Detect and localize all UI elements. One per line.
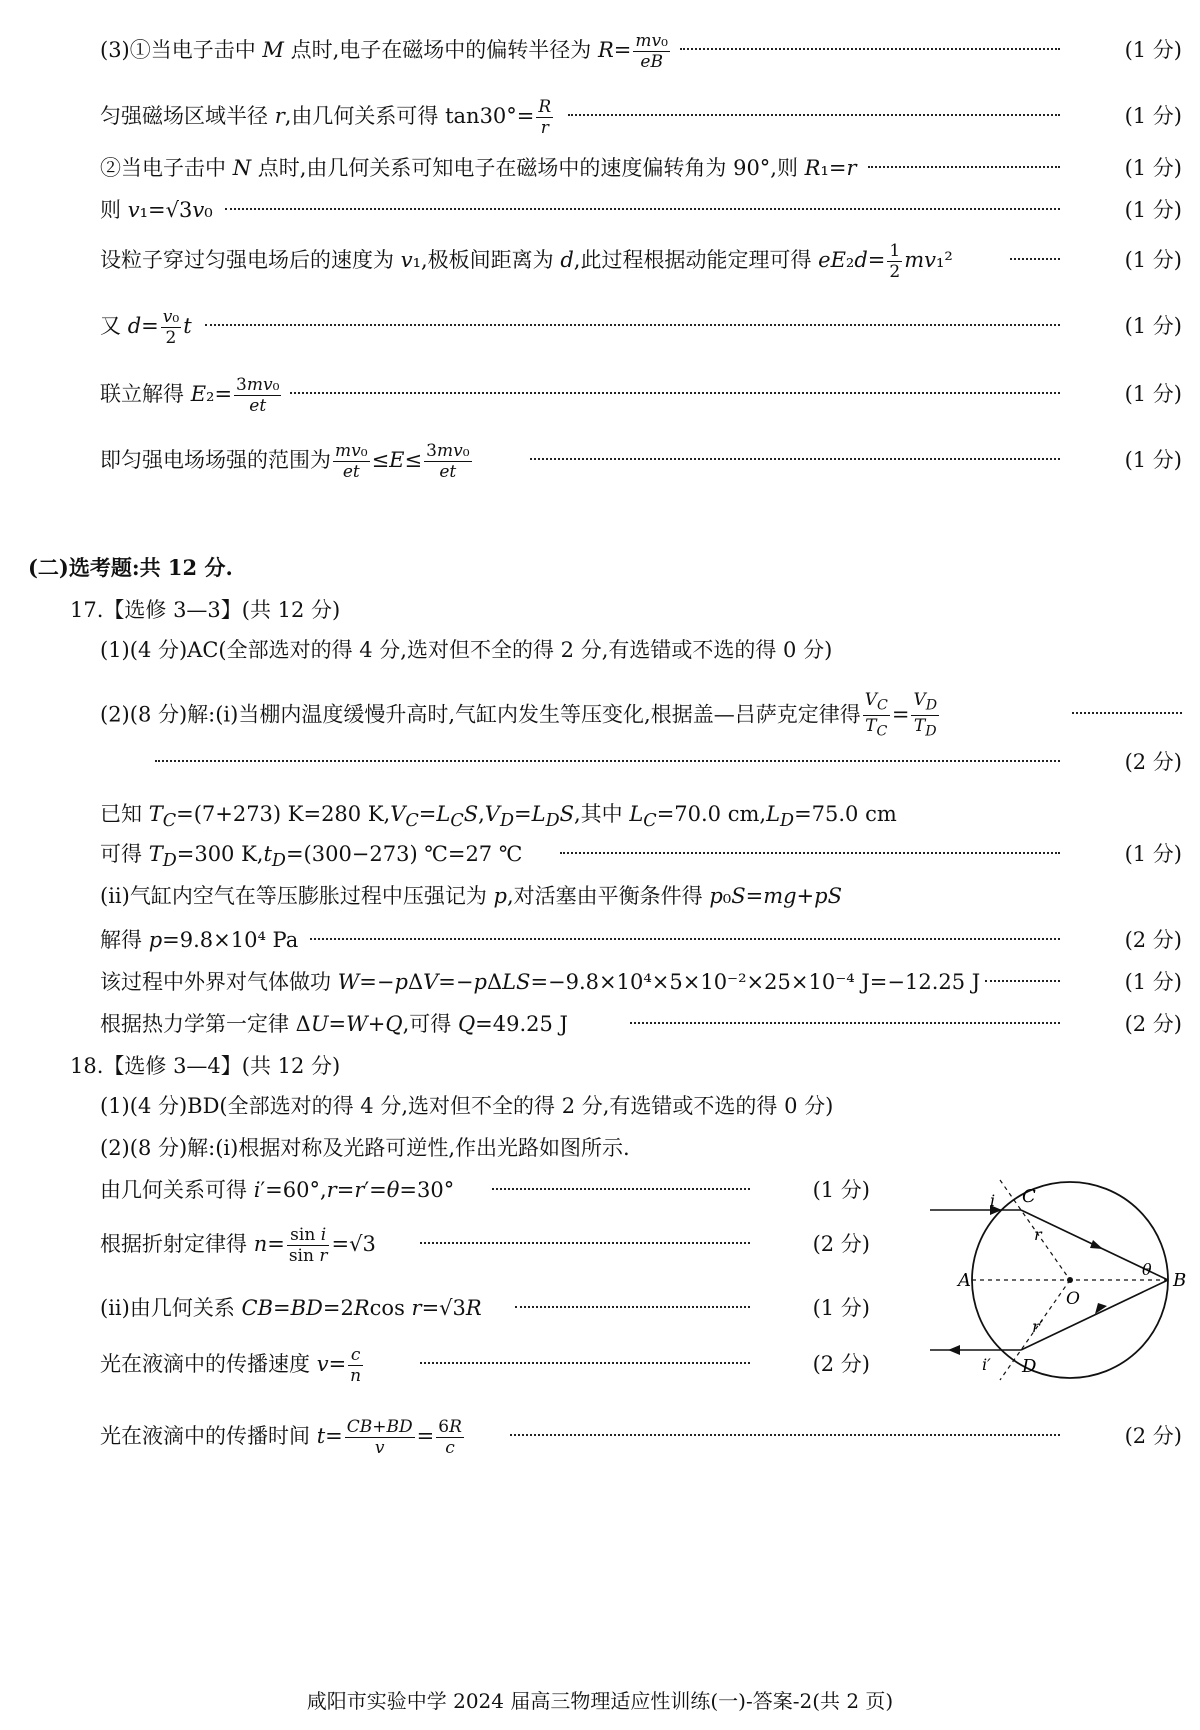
answer-text: 解得 p=9.8×10⁴ Pa xyxy=(100,928,299,952)
answer-text: (2)(8 分)解:(i)当棚内温度缓慢升高时,气缸内发生等压变化,根据盖—吕萨克定律得 $\frac{V_C}{T_C}$ = $\frac{V_D}{T_D}$ xyxy=(100,690,938,740)
label-r-prime: r′ xyxy=(1032,1317,1044,1336)
q17-title: 17.【选修 3—3】(共 12 分) xyxy=(70,598,341,622)
answer-line-4 xyxy=(0,186,1200,234)
answer-line-8 xyxy=(0,436,1200,484)
page-footer: 咸阳市实验中学 2024 届高三物理适应性训练(一)-答案-2(共 2 页) xyxy=(306,1689,894,1713)
q18-part2: (2)(8 分)解:(i)根据对称及光路可逆性,作出光路如图所示. xyxy=(100,1136,630,1160)
score: (1 分) xyxy=(1124,156,1182,180)
arrow-icon xyxy=(1090,1240,1103,1249)
score: (2 分) xyxy=(1124,928,1182,952)
label-C: C xyxy=(1022,1186,1036,1207)
leader-dots xyxy=(510,1434,1060,1436)
score: (1 分) xyxy=(1124,314,1182,338)
q17-part-ii: (ii)气缸内空气在等压膨胀过程中压强记为 p,对活塞由平衡条件得 p₀S=mg+pS xyxy=(100,884,842,908)
label-O: O xyxy=(1066,1289,1080,1309)
answer-text: 则 v₁=√3v₀ xyxy=(100,198,213,222)
answer-text: 根据热力学第一定律 ΔU=W+Q,可得 Q=49.25 J xyxy=(100,1012,568,1036)
leader-dots xyxy=(568,114,1060,116)
section-heading: (二)选考题:共 12 分. xyxy=(28,555,233,580)
leader-dots xyxy=(205,324,1060,326)
q18-time xyxy=(0,1412,1200,1460)
score: (1 分) xyxy=(1124,448,1182,472)
leader-dots xyxy=(1072,712,1182,714)
score: (2 分) xyxy=(1124,1424,1182,1448)
answer-line-7 xyxy=(0,370,1200,418)
answer-text: 设粒子穿过匀强电场后的速度为 v₁,极板间距离为 d,此过程根据动能定理可得 eE₂d= $\frac{1}{2}$ mv₁² xyxy=(100,241,953,282)
answer-text: (ii)由几何关系 CB=BD=2Rcos r=√3R xyxy=(100,1296,482,1320)
answer-text: 可得 $T_D=300$ $K,t_D=(300-273)$ ℃=27 ℃ xyxy=(100,842,523,872)
leader-dots xyxy=(420,1242,750,1244)
answer-text: 即匀强电场场强的范围为 $\frac{\text{mv₀}}{et}$ ≤E≤ $\frac{\text{3mv₀}}{et}$ xyxy=(100,441,470,482)
ray-BD xyxy=(1021,1280,1168,1350)
leader-dots xyxy=(868,166,1060,168)
leader-dots xyxy=(985,980,1060,982)
arrow-icon xyxy=(948,1345,960,1355)
leader-dots xyxy=(630,1022,1060,1024)
score: (2 分) xyxy=(1124,750,1182,774)
q17-result-td xyxy=(0,830,1200,878)
answer-text: 又 d= $\frac{\text{v₀}}{2}$ t xyxy=(100,307,192,348)
leader-dots xyxy=(492,1188,750,1190)
q18-part1: (1)(4 分)BD(全部选对的得 4 分,选对但不全的得 2 分,有选错或不选的得 0 分) xyxy=(100,1094,834,1118)
answer-line-2 xyxy=(0,92,1200,140)
leader-dots xyxy=(290,392,1060,394)
answer-text: 光在液滴中的传播速度 v= $\frac{c}{n}$ xyxy=(100,1345,362,1386)
leader-dots xyxy=(560,852,1060,854)
score: (1 分) xyxy=(812,1178,870,1202)
score: (1 分) xyxy=(812,1296,870,1320)
q17-part1: (1)(4 分)AC(全部选对的得 4 分,选对但不全的得 2 分,有选错或不选的得 0 分) xyxy=(100,638,833,662)
answer-line-5 xyxy=(0,236,1200,284)
leader-dots xyxy=(310,938,1060,940)
leader-dots xyxy=(155,760,1060,762)
answer-text: 该过程中外界对气体做功 W=−pΔV=−pΔLS=−9.8×10⁴×5×10⁻²×25×10⁻⁴ J=−12.25 J xyxy=(100,970,981,994)
answer-line-1 xyxy=(0,26,1200,74)
score: (2 分) xyxy=(812,1232,870,1256)
leader-dots xyxy=(225,208,1060,210)
label-theta: θ xyxy=(1142,1260,1152,1279)
score: (2 分) xyxy=(812,1352,870,1376)
answer-text: 联立解得 E₂= $\frac{\text{3mv₀}}{et}$ xyxy=(100,375,280,416)
q17-heat xyxy=(0,1000,1200,1048)
label-i: i xyxy=(990,1191,996,1210)
answer-text: 根据折射定律得 n= $\frac{\text{sin i}}{\text{sin r}}$ =√3 xyxy=(100,1225,376,1266)
label-r: r xyxy=(1034,1225,1042,1244)
answer-text: (3)①当电子击中 M 点时,电子在磁场中的偏转半径为 R= $\frac{\text{mv₀}}{eB}$ xyxy=(100,31,668,72)
leader-dots xyxy=(530,458,1060,460)
optics-diagram xyxy=(930,1170,1190,1410)
score: (1 分) xyxy=(1124,198,1182,222)
label-i-prime: i′ xyxy=(982,1355,991,1374)
score: (1 分) xyxy=(1124,248,1182,272)
score: (1 分) xyxy=(1124,382,1182,406)
answer-text: ②当电子击中 N 点时,由几何关系可知电子在磁场中的速度偏转角为 90°,则 R₁=r xyxy=(100,156,857,180)
score: (2 分) xyxy=(1124,1012,1182,1036)
answer-text: 由几何关系可得 i′=60°,r=r′=θ=30° xyxy=(100,1178,455,1202)
answer-text: 匀强磁场区域半径 r,由几何关系可得 tan30°= $\frac{R}{r}$ xyxy=(100,97,552,138)
score: (1 分) xyxy=(1124,842,1182,866)
leader-dots xyxy=(680,48,1060,50)
label-B: B xyxy=(1173,1270,1187,1291)
q18-title: 18.【选修 3—4】(共 12 分) xyxy=(70,1054,341,1078)
score: (1 分) xyxy=(1124,104,1182,128)
q17-work xyxy=(0,958,1200,1006)
score: (1 分) xyxy=(1124,970,1182,994)
q17-part2 xyxy=(0,690,1200,786)
q17-pressure xyxy=(0,916,1200,964)
q17-given: 已知 $T_C=(7+273)$ K=280 $K,V_C=L_CS,V_D=L_DS$,其中 $L_C=70.0$ $cm,L_D=75.0$ cm xyxy=(100,802,897,832)
label-A: A xyxy=(958,1270,971,1291)
label-D: D xyxy=(1022,1356,1037,1377)
center-O xyxy=(1067,1277,1073,1283)
answer-line-6 xyxy=(0,302,1200,350)
score: (1 分) xyxy=(1124,38,1182,62)
answer-text: 光在液滴中的传播时间 t= $\frac{CB+BD}{v}$ = $\frac{6R}{c}$ xyxy=(100,1417,462,1458)
leader-dots xyxy=(515,1306,750,1308)
answer-line-3 xyxy=(0,144,1200,192)
leader-dots xyxy=(1010,258,1060,260)
leader-dots xyxy=(420,1362,750,1364)
